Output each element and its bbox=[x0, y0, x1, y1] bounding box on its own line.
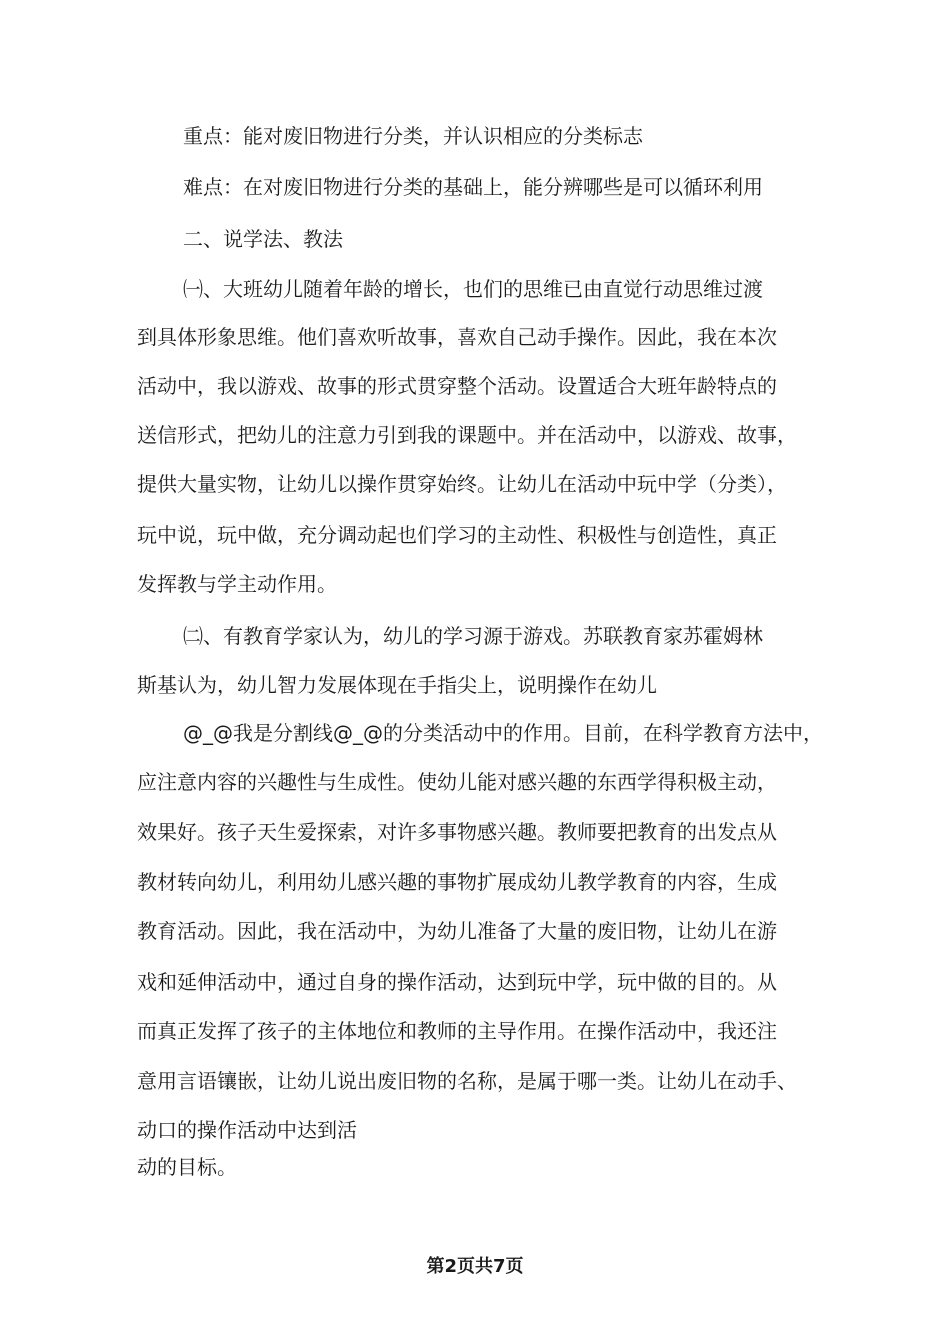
paragraph-line: 应注意内容的兴趣性与生成性。使幼儿能对感兴趣的东西学得积极主动， bbox=[137, 770, 777, 794]
key-point-line: 重点：能对废旧物进行分类，并认识相应的分类标志 bbox=[183, 124, 643, 148]
paragraph-line: 活动中，我以游戏、故事的形式贯穿整个活动。设置适合大班年龄特点的 bbox=[137, 374, 777, 398]
paragraph-line: 动口的操作活动中达到活 bbox=[137, 1118, 357, 1142]
difficult-point-line: 难点：在对废旧物进行分类的基础上，能分辨哪些是可以循环利用 bbox=[183, 175, 763, 199]
page-footer: 第2页共7页 bbox=[426, 1256, 524, 1277]
paragraph-line: 教材转向幼儿，利用幼儿感兴趣的事物扩展成幼儿教学教育的内容，生成 bbox=[137, 870, 777, 894]
paragraph-line: @_@我是分割线@_@的分类活动中的作用。目前，在科学教育方法中， bbox=[183, 721, 823, 745]
paragraph-line: 戏和延伸活动中，通过自身的操作活动，达到玩中学，玩中做的目的。从 bbox=[137, 970, 777, 994]
paragraph-line: 而真正发挥了孩子的主体地位和教师的主导作用。在操作活动中，我还注 bbox=[137, 1019, 777, 1043]
paragraph-line: 玩中说，玩中做，充分调动起也们学习的主动性、积极性与创造性，真正 bbox=[137, 523, 777, 547]
paragraph-line: 发挥教与学主动作用。 bbox=[137, 572, 337, 596]
paragraph-line: 教育活动。因此，我在活动中，为幼儿准备了大量的废旧物，让幼儿在游 bbox=[137, 919, 777, 943]
paragraph-line: ㈠、大班幼儿随着年龄的增长，也们的思维已由直觉行动思维过渡 bbox=[183, 277, 763, 301]
paragraph-line: 效果好。孩子天生爱探索，对许多事物感兴趣。教师要把教育的出发点从 bbox=[137, 820, 777, 844]
paragraph-line: 意用言语镶嵌，让幼儿说出废旧物的名称，是属于哪一类。让幼儿在动手、 bbox=[137, 1069, 797, 1093]
paragraph-line: 动的目标。 bbox=[137, 1155, 237, 1179]
paragraph-line: 到具体形象思维。他们喜欢听故事，喜欢自己动手操作。因此，我在本次 bbox=[137, 325, 777, 349]
paragraph-line: 提供大量实物，让幼儿以操作贯穿始终。让幼儿在活动中玩中学（分类）， bbox=[137, 472, 787, 496]
paragraph-line: 送信形式，把幼儿的注意力引到我的课题中。并在活动中，以游戏、故事， bbox=[137, 423, 797, 447]
paragraph-line: 斯基认为，幼儿智力发展体现在手指尖上，说明操作在幼儿 bbox=[137, 673, 657, 697]
paragraph-line: ㈡、有教育学家认为，幼儿的学习源于游戏。苏联教育家苏霍姆林 bbox=[183, 624, 763, 648]
section-heading: 二、说学法、教法 bbox=[183, 227, 343, 251]
